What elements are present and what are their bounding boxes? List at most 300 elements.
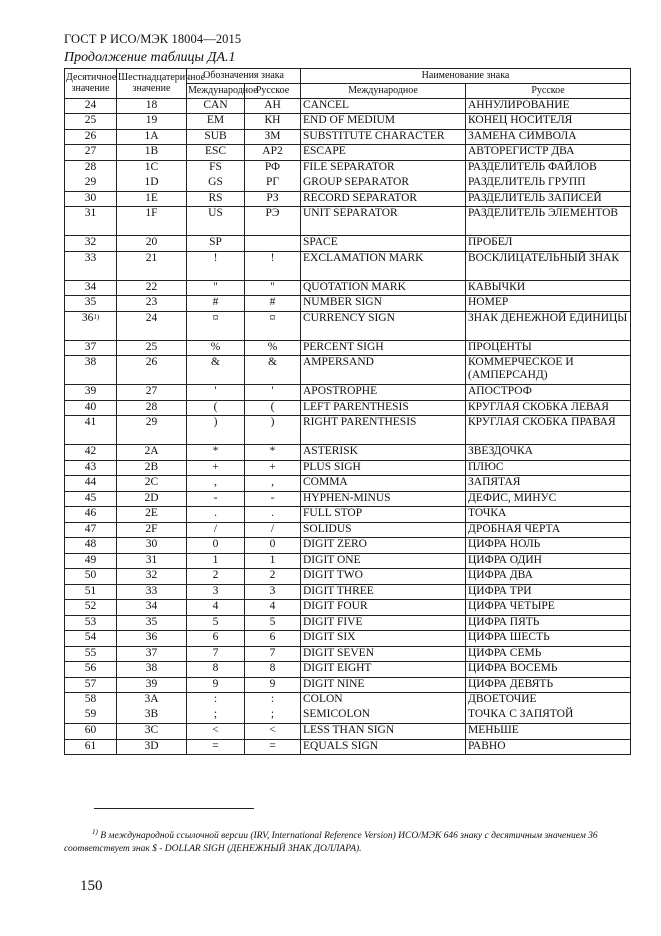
cell-name-russian-text: ЦИФРА ПЯТЬ [468,615,540,628]
cell-name-russian-text: ПРОБЕЛ [468,236,513,248]
cell-hex-text: 1E [145,191,158,204]
cell-name-russian [466,476,631,492]
cell-hex [117,662,187,678]
cell-symbol-intl-text: FS [209,160,222,173]
cell-name-russian [466,356,631,385]
cell-decimal-text: 58 [84,693,97,705]
cell-symbol-intl [187,507,245,523]
cell-decimal-text: 43 [84,460,97,473]
cell-hex-text: 38 [145,662,158,674]
cell-symbol-intl [187,191,245,207]
cell-decimal-text: 47 [84,522,97,535]
cell-hex-text: 20 [145,236,158,248]
cell-name-russian [466,400,631,416]
cell-name-russian [466,445,631,461]
cell-hex [117,491,187,507]
cell-name-intl [301,207,466,236]
cell-hex [117,160,187,176]
cell-name-intl [301,739,466,755]
cell-decimal [65,251,117,280]
cell-name-russian-text: ПЛЮС [468,460,504,473]
cell-symbol-intl [187,251,245,280]
cell-decimal-text: 24 [84,98,97,111]
cell-decimal-text: 25 [84,114,97,126]
table-row [65,400,631,416]
cell-hex [117,129,187,145]
cell-symbol-intl [187,296,245,312]
cell-name-russian [466,631,631,647]
cell-decimal [65,416,117,445]
col-hex: Шестнадцатеричное значение [117,69,187,99]
cell-decimal-text: 55 [84,646,97,659]
cell-symbol-intl [187,491,245,507]
cell-decimal-text: 50 [84,569,97,581]
cell-decimal-text: 51 [84,584,97,597]
cell-hex [117,631,187,647]
cell-name-intl-text: FULL STOP [303,507,363,519]
table-row [65,296,631,312]
cell-name-intl-text: SUBSTITUTE CHARACTER [303,129,445,142]
cell-symbol-intl [187,646,245,662]
cell-symbol-russian [245,693,301,709]
cell-name-intl [301,296,466,312]
cell-symbol-russian [245,296,301,312]
cell-symbol-russian [245,615,301,631]
cell-name-russian-text: ЦИФРА ШЕСТЬ [468,631,550,643]
cell-hex-text: 3B [144,708,159,720]
table-row [65,569,631,585]
table-row [65,445,631,461]
cell-name-intl [301,584,466,600]
cell-name-intl-text: CURRENCY SIGN [303,311,395,324]
cell-hex-text: 1C [144,160,159,173]
cell-name-russian-text: РАЗДЕЛИТЕЛЬ ФАЙЛОВ [468,160,597,173]
cell-name-intl-text: LEFT PARENTHESIS [303,400,409,413]
cell-name-intl-text: DIGIT FIVE [303,615,363,628]
cell-symbol-intl-text: # [212,296,219,308]
cell-symbol-intl-text: 7 [212,646,219,659]
cell-symbol-russian [245,476,301,492]
cell-hex [117,476,187,492]
cell-hex [117,522,187,538]
cell-name-intl-text: DIGIT SEVEN [303,646,375,659]
cell-symbol-russian [245,280,301,296]
cell-decimal-text: 49 [84,553,97,566]
cell-symbol-intl-text: & [211,356,220,368]
cell-symbol-russian [245,145,301,161]
cell-name-intl [301,356,466,385]
cell-decimal [65,646,117,662]
cell-decimal [65,356,117,385]
cell-symbol-intl [187,615,245,631]
cell-name-russian [466,600,631,616]
cell-symbol-russian-text: 8 [269,662,276,674]
table-row [65,491,631,507]
cell-decimal [65,631,117,647]
cell-name-intl [301,460,466,476]
cell-symbol-russian [245,507,301,523]
cell-symbol-intl-text: ' [214,385,217,397]
cell-symbol-intl-text: / [213,522,218,535]
cell-symbol-intl-text: ESC [204,145,227,157]
cell-symbol-intl-text: 9 [212,677,219,690]
cell-symbol-russian [245,460,301,476]
table-row [65,145,631,161]
cell-symbol-russian [245,385,301,401]
cell-symbol-russian-text: ( [270,400,275,413]
cell-symbol-russian-text: 4 [269,600,276,612]
cell-symbol-russian [245,631,301,647]
cell-name-russian-text: РАЗДЕЛИТЕЛЬ ЭЛЕМЕНТОВ [468,207,619,219]
cell-symbol-russian [245,739,301,755]
cell-name-intl-text: ESCAPE [303,145,346,157]
table-row [65,356,631,385]
cell-hex-text: 1A [144,129,159,142]
cell-name-intl-text: SOLIDUS [303,522,352,535]
cell-decimal [65,191,117,207]
cell-symbol-russian-text: 9 [269,677,276,690]
cell-decimal [65,236,117,252]
cell-decimal [65,600,117,616]
cell-name-russian-text: ЗВЕЗДОЧКА [468,445,533,457]
col-designation-russian: Русское [245,84,301,99]
cell-name-intl [301,160,466,176]
cell-symbol-russian-text: - [270,491,275,504]
cell-name-russian [466,145,631,161]
cell-symbol-russian [245,646,301,662]
cell-name-intl [301,507,466,523]
cell-symbol-russian [245,491,301,507]
cell-name-russian-text: КОНЕЦ НОСИТЕЛЯ [468,114,573,126]
cell-symbol-russian [245,251,301,280]
cell-name-intl [301,400,466,416]
cell-name-russian [466,280,631,296]
cell-hex-text: 18 [145,98,158,111]
cell-hex-text: 2B [144,460,159,473]
cell-hex-text: 2C [144,476,159,488]
cell-symbol-russian [245,114,301,130]
cell-name-russian-text: МЕНЬШЕ [468,724,519,736]
cell-symbol-russian [245,356,301,385]
cell-name-russian-text: КАВЫЧКИ [468,280,526,293]
cell-hex [117,460,187,476]
cell-symbol-intl [187,160,245,176]
cell-decimal-text: 33 [84,251,97,264]
cell-decimal [65,207,117,236]
cell-hex [117,693,187,709]
cell-symbol-intl [187,476,245,492]
cell-decimal [65,129,117,145]
cell-symbol-russian-text: * [269,445,276,457]
table-row [65,311,631,340]
cell-symbol-russian [245,160,301,176]
cell-hex [117,340,187,356]
cell-name-russian-text: РАЗДЕЛИТЕЛЬ ГРУПП [468,175,586,188]
cell-symbol-intl-text: * [212,445,219,457]
cell-decimal-text: 46 [84,507,97,519]
cell-name-intl [301,311,466,340]
cell-decimal [65,476,117,492]
cell-symbol-russian-text: = [269,739,276,752]
cell-hex-text: 35 [145,615,158,628]
cell-hex [117,251,187,280]
cell-symbol-intl [187,724,245,740]
cell-symbol-intl [187,739,245,755]
cell-hex-text: 1F [145,207,158,219]
cell-hex [117,646,187,662]
cell-name-intl-text: QUOTATION MARK [303,280,406,293]
col-name-intl: Международное [301,84,466,99]
cell-hex-text: 29 [145,416,158,428]
cell-symbol-russian-text: < [269,724,276,736]
cell-hex-text: 21 [145,251,158,264]
cell-name-russian [466,538,631,554]
cell-hex-text: 26 [145,356,158,368]
cell-hex-text: 2E [145,507,158,519]
cell-decimal-text: 60 [84,724,97,736]
cell-name-russian-text: КОММЕРЧЕСКОЕ И (АМПЕРСАНД) [468,356,574,381]
table-row [65,251,631,280]
cell-name-intl-text: DIGIT SIX [303,631,356,643]
cell-decimal-text: 41 [84,416,97,428]
table-row [65,160,631,176]
cell-name-russian [466,708,631,724]
cell-symbol-russian-text: + [269,460,276,473]
table-row [65,236,631,252]
cell-symbol-russian-text: ' [271,385,274,397]
cell-hex [117,615,187,631]
cell-name-russian [466,176,631,192]
cell-name-intl [301,98,466,114]
cell-name-intl-text: DIGIT EIGHT [303,662,372,674]
cell-symbol-intl-text: = [212,739,219,752]
cell-name-intl-text: GROUP SEPARATOR [303,175,409,188]
col-designations: Обозначения знака [187,69,301,84]
table-row [65,280,631,296]
cell-symbol-intl-text: CAN [203,98,228,111]
cell-symbol-russian-text: 1 [269,553,276,566]
cell-symbol-russian-text: КН [264,114,281,126]
cell-name-russian [466,522,631,538]
cell-name-intl-text: DIGIT TWO [303,569,363,581]
cell-symbol-russian-text: 7 [269,646,276,659]
table-row [65,693,631,709]
cell-symbol-russian-text: , [271,476,274,488]
cell-decimal [65,160,117,176]
cell-name-intl-text: RECORD SEPARATOR [303,191,418,204]
cell-decimal-text: 56 [84,662,97,674]
cell-name-intl-text: PLUS SIGH [303,460,361,473]
cell-name-intl-text: CANCEL [303,98,349,111]
cell-name-russian-text: АННУЛИРОВАНИЕ [468,98,570,111]
cell-name-intl-text: DIGIT NINE [303,677,365,690]
cell-name-russian [466,739,631,755]
cell-symbol-russian [245,522,301,538]
cell-symbol-russian [245,553,301,569]
cell-decimal-text: 34 [84,280,97,293]
cell-hex [117,356,187,385]
table-row [65,507,631,523]
cell-hex [117,191,187,207]
cell-symbol-russian-text: 5 [269,615,276,628]
cell-hex [117,416,187,445]
cell-symbol-intl [187,176,245,192]
cell-hex [117,296,187,312]
cell-symbol-intl [187,460,245,476]
cell-symbol-intl-text: ! [213,251,218,264]
cell-hex-text: 25 [145,340,158,353]
cell-name-intl-text: DIGIT ONE [303,553,361,566]
cell-hex-text: 28 [145,400,158,413]
cell-name-intl [301,145,466,161]
cell-hex-text: 3D [144,739,159,752]
cell-decimal [65,507,117,523]
cell-name-russian-text: ЦИФРА ОДИН [468,553,542,566]
cell-name-russian [466,553,631,569]
cell-decimal-text: 31 [84,207,97,219]
cell-name-russian [466,584,631,600]
cell-hex [117,311,187,340]
cell-symbol-russian-text: : [270,693,275,705]
cell-name-intl-text: FILE SEPARATOR [303,160,395,173]
cell-decimal [65,662,117,678]
cell-hex [117,708,187,724]
cell-decimal [65,491,117,507]
cell-name-russian [466,191,631,207]
table-row [65,631,631,647]
cell-symbol-russian-text: 3 [269,584,276,597]
cell-name-intl-text: UNIT SEPARATOR [303,207,398,219]
cell-hex-text: 36 [145,631,158,643]
cell-decimal [65,569,117,585]
cell-decimal-text: 26 [84,129,97,142]
cell-decimal [65,553,117,569]
cell-symbol-intl [187,538,245,554]
cell-hex-text: 31 [145,553,158,566]
cell-decimal-text: 35 [84,296,97,308]
cell-symbol-intl-text: , [214,476,217,488]
cell-decimal-text: 44 [84,476,97,488]
cell-hex-text: 3C [144,724,159,736]
table-row [65,553,631,569]
cell-symbol-russian [245,724,301,740]
cell-hex-text: 39 [145,677,158,690]
table-row [65,522,631,538]
cell-decimal-text: 39 [84,385,97,397]
cell-symbol-intl [187,129,245,145]
cell-symbol-russian-text: & [268,356,277,368]
table-row [65,662,631,678]
table-row [65,416,631,445]
cell-symbol-intl-text: - [213,491,218,504]
table-row [65,677,631,693]
cell-name-russian [466,662,631,678]
cell-decimal [65,280,117,296]
cell-hex [117,538,187,554]
cell-hex [117,569,187,585]
cell-symbol-russian [245,600,301,616]
cell-name-russian [466,460,631,476]
cell-name-intl [301,476,466,492]
cell-symbol-russian [245,708,301,724]
cell-name-russian-text: РАВНО [468,739,506,752]
cell-symbol-intl [187,631,245,647]
cell-name-intl [301,385,466,401]
table-row [65,724,631,740]
cell-decimal [65,708,117,724]
cell-name-russian-text: ЗАМЕНА СИМВОЛА [468,129,577,142]
col-name: Наименование знака [301,69,631,84]
cell-hex-text: 24 [145,311,158,324]
cell-name-intl-text: APOSTROPHE [303,385,378,397]
cell-name-intl-text: DIGIT FOUR [303,600,368,612]
cell-name-russian-text: ДРОБНАЯ ЧЕРТА [468,522,561,535]
cell-symbol-russian [245,662,301,678]
cell-symbol-intl-text: < [212,724,219,736]
cell-hex-text: 1D [144,175,159,188]
cell-symbol-intl-text: 2 [212,569,219,581]
cell-name-intl [301,416,466,445]
footnote-ref: 1) [93,312,100,321]
cell-decimal [65,677,117,693]
col-decimal: Десятичное значение [65,69,117,99]
cell-symbol-intl-text: ) [213,416,218,428]
table-row [65,98,631,114]
cell-name-intl-text: ASTERISK [303,445,358,457]
cell-name-intl-text: EXCLAMATION MARK [303,251,424,264]
cell-symbol-intl [187,385,245,401]
cell-symbol-russian [245,176,301,192]
cell-name-intl [301,445,466,461]
table-row [65,340,631,356]
cell-hex [117,236,187,252]
cell-name-russian [466,507,631,523]
cell-name-intl [301,538,466,554]
cell-name-intl [301,236,466,252]
cell-name-russian [466,296,631,312]
cell-symbol-intl [187,416,245,445]
cell-decimal [65,176,117,192]
cell-name-russian-text: НОМЕР [468,296,509,308]
cell-decimal [65,584,117,600]
table-row [65,460,631,476]
cell-name-russian-text: АВТОРЕГИСТР ДВА [468,145,575,157]
cell-name-russian-text: ТОЧКА С ЗАПЯТОЙ [468,708,574,720]
cell-symbol-russian [245,236,301,252]
cell-hex [117,98,187,114]
cell-decimal-text: 61 [84,739,97,752]
table-row [65,538,631,554]
cell-decimal [65,445,117,461]
cell-symbol-russian [245,129,301,145]
cell-symbol-intl [187,445,245,461]
table-row [65,129,631,145]
cell-symbol-russian [245,538,301,554]
cell-decimal-text: 45 [84,491,97,504]
cell-name-intl [301,176,466,192]
cell-symbol-russian [245,584,301,600]
cell-decimal-text: 28 [84,160,97,173]
cell-decimal-text: 59 [84,708,97,720]
document-header: ГОСТ Р ИСО/МЭК 18004—2015 [64,32,242,46]
cell-name-russian-text: ЦИФРА ТРИ [468,584,532,597]
cell-decimal [65,296,117,312]
cell-name-russian [466,724,631,740]
cell-hex [117,739,187,755]
cell-name-intl [301,615,466,631]
cell-hex [117,114,187,130]
cell-symbol-intl-text: ; [213,708,218,720]
